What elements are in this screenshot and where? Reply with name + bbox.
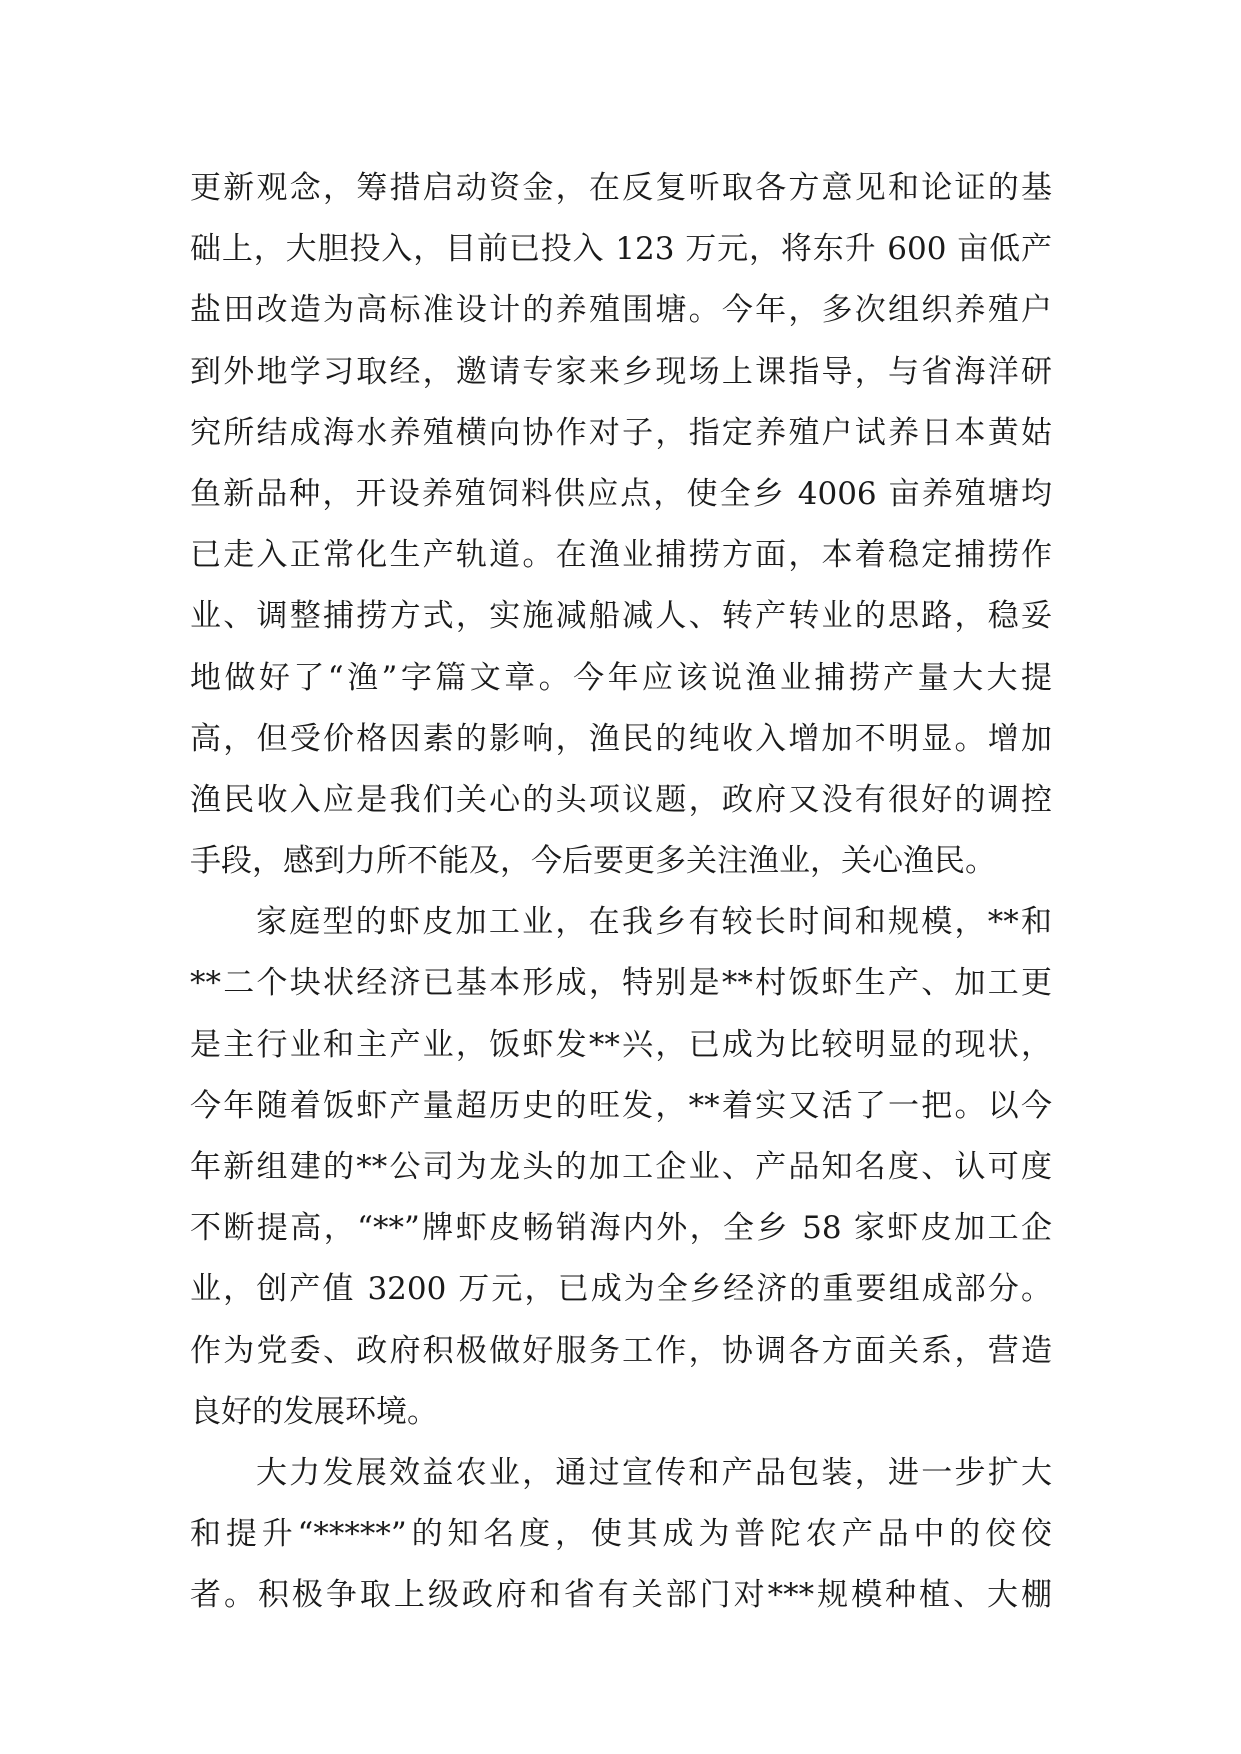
- text-line: 础上，大胆投入，目前已投入 123 万元，将东升 600 亩低产: [190, 231, 1052, 268]
- paragraph-fishery: [190, 158, 1052, 892]
- text-line: 不断提高，“**”牌虾皮畅销海内外，全乡 58 家虾皮加工企: [190, 1210, 1052, 1247]
- text-line: 盐田改造为高标准设计的养殖围塘。今年，多次组织养殖户: [190, 292, 1052, 329]
- paragraph-shrimp-processing: [190, 892, 1052, 1443]
- text-line: 家庭型的虾皮加工业，在我乡有较长时间和规模，**和: [256, 904, 1052, 941]
- text-line: 年新组建的**公司为龙头的加工企业、产品知名度、认可度: [190, 1149, 1052, 1185]
- text-line: 鱼新品种，开设养殖饲料供应点，使全乡 4006 亩养殖塘均: [190, 475, 1052, 512]
- text-line: 手段，感到力所不能及，今后要更多关注渔业，关心渔民。: [190, 843, 996, 880]
- text-line: 者。积极争取上级政府和省有关部门对***规模种植、大棚: [190, 1577, 1052, 1614]
- text-line: 已走入正常化生产轨道。在渔业捕捞方面，本着稳定捕捞作: [190, 537, 1052, 574]
- text-line: 究所结成海水养殖横向协作对子，指定养殖户试养日本黄姑: [190, 414, 1052, 451]
- text-line: 到外地学习取经，邀请专家来乡现场上课指导，与省海洋研: [190, 353, 1052, 390]
- text-line: 更新观念，筹措启动资金，在反复听取各方意见和论证的基: [190, 170, 1052, 206]
- text-line: 良好的发展环境。: [190, 1393, 438, 1430]
- text-line: **二个块状经济已基本形成，特别是**村饭虾生产、加工更: [190, 965, 1052, 1002]
- text-line: 高，但受价格因素的影响，渔民的纯收入增加不明显。增加: [190, 720, 1052, 757]
- text-line: 渔民收入应是我们关心的头项议题，政府又没有很好的调控: [190, 781, 1052, 818]
- text-line: 是主行业和主产业，饭虾发**兴，已成为比较明显的现状，: [190, 1026, 1052, 1063]
- text-line: 和提升“*****”的知名度，使其成为普陀农产品中的佼佼: [190, 1516, 1052, 1553]
- document-body: [190, 158, 1052, 1627]
- text-line: 地做好了“渔”字篇文章。今年应该说渔业捕捞产量大大提: [190, 659, 1052, 696]
- text-line: 今年随着饭虾产量超历史的旺发，**着实又活了一把。以今: [190, 1087, 1052, 1124]
- text-line: 业，创产值 3200 万元，已成为全乡经济的重要组成部分。: [190, 1271, 1052, 1308]
- paragraph-efficient-agriculture: [190, 1443, 1052, 1627]
- text-line: 大力发展效益农业，通过宣传和产品包装，进一步扩大: [256, 1454, 1052, 1491]
- text-line: 作为党委、政府积极做好服务工作，协调各方面关系，营造: [190, 1332, 1052, 1369]
- text-line: 业、调整捕捞方式，实施减船减人、转产转业的思路，稳妥: [190, 598, 1052, 635]
